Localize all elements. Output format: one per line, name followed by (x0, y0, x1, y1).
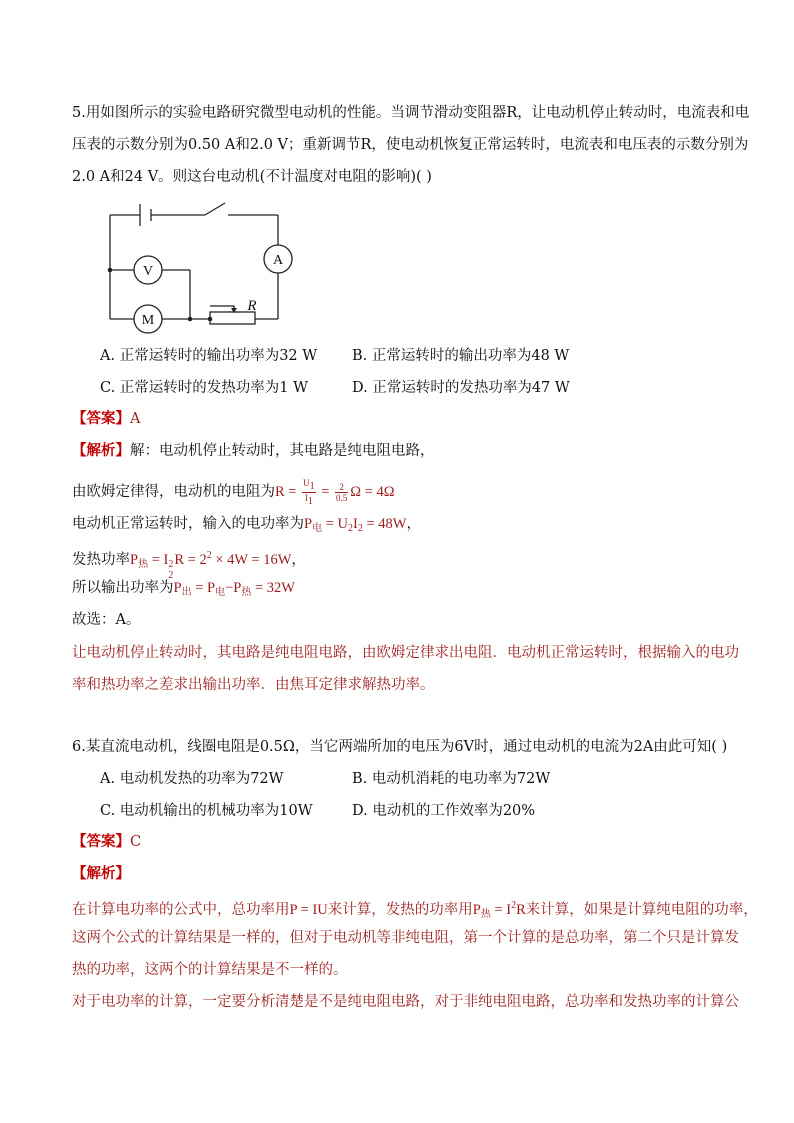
q6-option-a[interactable]: A. 电动机发热的功率为72W (100, 771, 284, 787)
voltmeter-label: V (142, 264, 154, 279)
q5-stem-line-3: 2.0 A和24 V。则这台电动机(不计温度对电阻的影响)( ) (72, 169, 432, 185)
heat-power-formula: $P_热 = I^2R$ (472, 900, 526, 920)
q6-stem-line-1: 6.某直流电动机，线圈电阻是0.5Ω，当它两端所加的电压为6V时，通过电动机的电流为2A由此可知( ) (72, 739, 728, 755)
heat-formula: $P_热 = I$ 2 2 $R = 2^2 \times 4W = 16W$ (130, 550, 292, 581)
answer-value: C (130, 834, 142, 850)
q6-option-d[interactable]: D. 电动机的工作效率为20% (352, 803, 536, 819)
rheostat-slider (210, 306, 234, 312)
answer-tag: 【答案】 (72, 410, 130, 427)
q5-heat-power-line: 发热功率$P_热 = I$ 2 2 $R = 2^2 \times 4W = 16W$， (72, 550, 306, 581)
input-formula: $P_电 = U_2I_2 = 48W$ (304, 516, 407, 534)
output-formula: $P_出 = P_电-P_热 = 32W$ (173, 580, 295, 598)
q5-option-a[interactable]: A. 正常运转时的输出功率为32 W (100, 348, 318, 364)
answer-value: A (130, 411, 141, 427)
motor-label: M (141, 313, 155, 328)
heat-prefix: 发热功率 (72, 552, 130, 568)
junction-dot (108, 268, 113, 273)
q5-summary-line-2: 率和热功率之差求出输出功率．由焦耳定律求解热功率。 (72, 677, 435, 693)
circuit-diagram (100, 200, 300, 338)
input-prefix: 电动机正常运转时，输入的电功率为 (72, 516, 304, 532)
q5-option-d[interactable]: D. 正常运转时的发热功率为47 W (352, 380, 570, 396)
q6-answer (72, 832, 141, 852)
junction-dot (188, 317, 193, 322)
total-power-formula: P = IU (289, 902, 328, 918)
junction-dot (208, 317, 213, 322)
out-prefix: 所以输出功率为 (72, 580, 174, 596)
ammeter-label: A (272, 253, 284, 268)
q5-summary-line-1: 让电动机停止转动时，其电路是纯电阻电路，由欧姆定律求出电阻．电动机正常运转时，根据输入的电功 (72, 645, 739, 661)
q5-answer (72, 409, 140, 429)
q6-analysis-line-1: 在计算电功率的公式中，总功率用P = IU来计算，发热的功率用$P_热 = I^2R$来计算，如果是计算纯电阻的功率， (72, 900, 758, 920)
switch-lever (205, 203, 225, 215)
q5-choose: 故选：A。 (72, 612, 141, 628)
q5-input-power-line: 电动机正常运转时，输入的电功率为$P_电 = U_2I_2 = 48W$， (72, 516, 421, 534)
q5-option-c[interactable]: C. 正常运转时的发热功率为1 W (100, 380, 309, 396)
q5-option-b[interactable]: B. 正常运转时的输出功率为48 W (352, 348, 570, 364)
q5-stem-line-1: 5.用如图所示的实验电路研究微型电动机的性能。当调节滑动变阻器R，让电动机停止转动时，电流表和电 (72, 105, 750, 121)
analysis-tag: 【解析】 (72, 442, 130, 459)
resistor-label: R (247, 298, 257, 314)
q5-stem-line-2: 压表的示数分别为0.50 A和2.0 V；重新调节R，使电动机恢复正常运转时，电流表和电压表的示数分别为 (72, 137, 749, 153)
ohm-formula: R = $\frac{U1}{I1}$ = $\frac{2}{0.5}$ Ω = 4Ω (275, 478, 395, 507)
q6-analysis-line-4: 对于电功率的计算，一定要分析清楚是不是纯电阻电路，对于非纯电阻电路，总功率和发热功率的计算公 (72, 994, 739, 1010)
analysis-tag: 【解析】 (72, 865, 130, 882)
answer-tag: 【答案】 (72, 833, 130, 850)
q6-analysis-tag-line (72, 864, 130, 884)
q5-ohm-law-line (72, 478, 395, 507)
q6-option-c[interactable]: C. 电动机输出的机械功率为10W (100, 803, 313, 819)
q6-analysis-line-2: 这两个公式的计算结果是一样的，但对于电动机等非纯电阻，第一个计算的是总功率，第二个只是计算发 (72, 930, 739, 946)
q5-analysis-intro (72, 441, 435, 461)
q6-analysis-line-3: 热的功率，这两个的计算结果是不一样的。 (72, 962, 348, 978)
q5-output-power-line (72, 578, 295, 603)
ohm-prefix: 由欧姆定律得，电动机的电阻为 (72, 483, 275, 500)
q6-option-b[interactable]: B. 电动机消耗的电功率为72W (352, 771, 551, 787)
analysis-intro-text: 解：电动机停止转动时，其电路是纯电阻电路， (130, 443, 435, 459)
